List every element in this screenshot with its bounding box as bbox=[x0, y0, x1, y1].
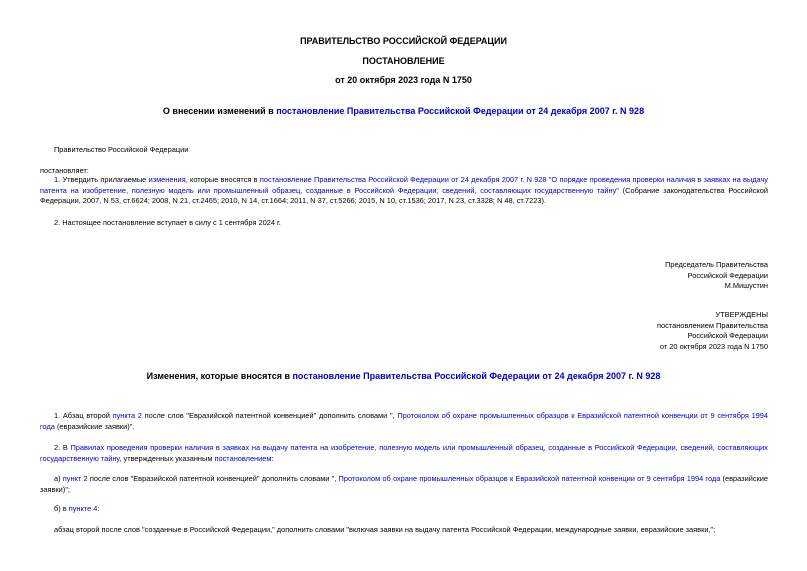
signature-title: Председатель Правительства bbox=[665, 260, 768, 269]
approval-line-3: Российской Федерации bbox=[687, 331, 768, 341]
title-decree-link[interactable]: постановление Правительства Российской Федерации от 24 декабря 2007 г. N 928 bbox=[276, 106, 645, 116]
protocol-link-2[interactable]: Протоколом об охране промышленных образцов к Евразийской патентной конвенции от 9 сентября 1994 года bbox=[338, 474, 721, 483]
item-2-paragraph: 2. Настоящее постановление вступает в силу с 1 сентября 2024 г. bbox=[54, 218, 281, 227]
signature-name: М.Мишустин bbox=[724, 281, 768, 291]
clause-4-link[interactable]: пункте 4 bbox=[68, 504, 98, 513]
clause-2a-link[interactable]: пункт 2 bbox=[62, 474, 88, 483]
change-2-text-3: : bbox=[271, 453, 274, 463]
changes-title bbox=[0, 371, 807, 381]
changes-link[interactable]: изменения bbox=[148, 175, 186, 184]
approval-line-4: от 20 октября 2023 года N 1750 bbox=[659, 342, 768, 352]
change-2a-text-3: (евразийские заявки)"; bbox=[40, 474, 768, 494]
doc-type-heading: ПОСТАНОВЛЕНИЕ bbox=[362, 56, 445, 66]
document-title-prefix: О внесении изменений в bbox=[162, 106, 277, 116]
change-2-text-2: , утвержденных указанным bbox=[119, 453, 215, 463]
preamble-verb: постановляет: bbox=[40, 166, 89, 175]
approval-block bbox=[560, 310, 768, 353]
change-1-text-3: (евразийские заявки)". bbox=[54, 421, 135, 431]
resolution-link[interactable]: постановлением bbox=[214, 453, 272, 463]
protocol-link[interactable]: Протоколом об охране промышленных образцов к Евразийской патентной конвенции от 9 сентября 1994 года bbox=[40, 411, 769, 431]
item-1-citation: (Собрание законодательства Российской Федерации, 2007, N 53, ст.6624; 2008, N 21, ст.2465; 2010, N 14, ст.1664; 2011, N 37, ст.5266; 2015, N 10, ст.1536; 2017, N 23, ст.3328; N 48, ст.7223). bbox=[40, 185, 768, 205]
signature-block bbox=[560, 260, 768, 292]
change-1-paragraph bbox=[40, 411, 768, 432]
change-2a-paragraph bbox=[40, 474, 768, 495]
changes-title-decree-link[interactable]: постановление Правительства Российской Федерации от 24 декабря 2007 г. N 928 bbox=[292, 371, 661, 381]
item-1-text: 1. Утвердить прилагаемые bbox=[54, 175, 149, 184]
approval-line-2: постановлением Правительства bbox=[657, 320, 768, 330]
item-1-paragraph bbox=[40, 175, 768, 207]
doc-date-number: от 20 октября 2023 года N 1750 bbox=[335, 75, 472, 85]
change-2-text: 2. В bbox=[54, 443, 71, 452]
change-1-text-2: после слов "Евразийской патентной конвенцией" дополнить словами ", bbox=[141, 411, 398, 420]
approval-line-1: УТВЕРЖДЕНЫ bbox=[715, 310, 768, 319]
decree-928-link[interactable]: постановление Правительства Российской Федерации от 24 декабря 2007 г. N 928 "О порядке проведения проверки наличия в заявках на выдачу патента на изобретение, полезную модель или промышленный образец, созданные в Российской Федерации, сведений, составляющих государственную тайну" bbox=[40, 175, 769, 195]
item-1-text-2: , которые вносятся в bbox=[185, 175, 260, 184]
change-1-text: 1. Абзац второй bbox=[54, 411, 113, 420]
change-2b-detail: абзац второй после слов "созданные в Российской Федерации," дополнить словами "включая заявки на выдачу патента Российской Федерации, международные заявки, евразийские заявки,"; bbox=[54, 525, 716, 534]
change-2a-text-2: после слов "Евразийской патентной конвенцией" дополнить словами ", bbox=[87, 474, 339, 483]
change-2-paragraph bbox=[40, 443, 768, 464]
rules-link[interactable]: Правилах проведения проверки наличия в заявках на выдачу патента на изобретение, полезную модель или промышленный образец, созданные в Российской Федерации, сведений, составляющих государственную тайну bbox=[40, 443, 768, 463]
change-2b-paragraph bbox=[54, 504, 99, 515]
change-2b-text-2: : bbox=[97, 504, 100, 513]
changes-title-prefix: Изменения, которые вносятся в bbox=[146, 371, 293, 381]
preamble-subject: Правительство Российской Федерации bbox=[54, 145, 189, 154]
government-heading: ПРАВИТЕЛЬСТВО РОССИЙСКОЙ ФЕДЕРАЦИИ bbox=[300, 36, 507, 46]
clause-2-link[interactable]: пункта 2 bbox=[112, 411, 142, 420]
signature-title-2: Российской Федерации bbox=[687, 270, 768, 280]
change-2a-text: а) bbox=[54, 474, 63, 483]
change-2b-text: б) в bbox=[54, 504, 69, 513]
document-title bbox=[0, 106, 807, 116]
